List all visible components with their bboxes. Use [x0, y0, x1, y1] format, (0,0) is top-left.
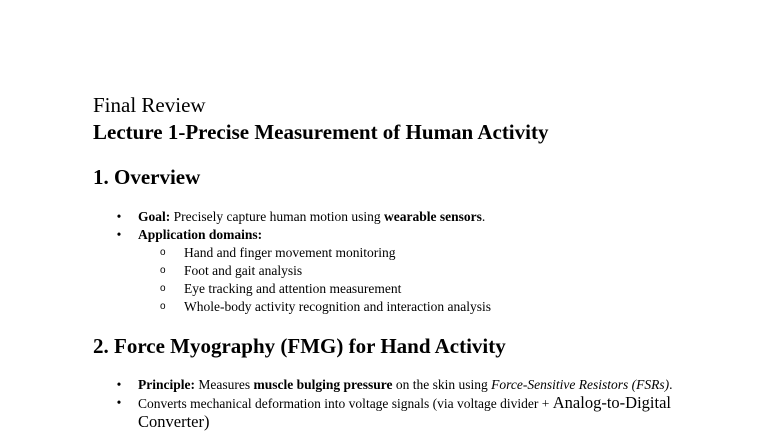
- list-item: [138, 262, 693, 280]
- bullet-icon: •: [116, 395, 122, 410]
- sub-bullet-icon: o: [160, 301, 166, 312]
- sub-bullet-icon: o: [160, 265, 166, 276]
- converts-text: Converts mechanical deformation into voltage signals (via voltage divider +: [138, 396, 553, 411]
- domain-text: Foot and gait analysis: [184, 263, 303, 278]
- domain-text: Hand and finger movement monitoring: [184, 245, 396, 260]
- list-item-domains: [113, 226, 693, 316]
- section-heading-fmg: 2. Force Myography (FMG) for Hand Activity: [93, 334, 506, 358]
- bullet-icon: •: [116, 209, 122, 224]
- list-item: [138, 280, 693, 298]
- principle-italic: Force-Sensitive Resistors (FSRs): [491, 377, 670, 392]
- principle-text: Measures: [195, 377, 254, 392]
- bullet-icon: •: [116, 227, 122, 242]
- converts-emphasis: Analog-to-Digital Converter): [138, 393, 671, 431]
- domains-label: Application domains:: [138, 227, 263, 242]
- section-heading-overview: 1. Overview: [93, 165, 201, 189]
- domain-text: Whole-body activity recognition and interaction analysis: [184, 299, 492, 314]
- list-item-converts: [113, 394, 693, 432]
- fmg-list: [113, 376, 693, 432]
- goal-label: Goal:: [138, 209, 171, 224]
- sub-bullet-icon: o: [160, 247, 166, 258]
- list-item-goal: [113, 208, 693, 226]
- bullet-icon: •: [116, 377, 122, 392]
- list-item: [138, 244, 693, 262]
- lecture-title: Lecture 1-Precise Measurement of Human Activity: [93, 120, 549, 144]
- sub-bullet-icon: o: [160, 283, 166, 294]
- overview-list: [113, 208, 693, 316]
- principle-label: Principle:: [138, 377, 195, 392]
- list-item-principle: [113, 376, 693, 394]
- domain-text: Eye tracking and attention measurement: [184, 281, 402, 296]
- goal-text: Precisely capture human motion using: [170, 209, 384, 224]
- goal-emphasis: wearable sensors: [383, 209, 482, 224]
- goal-end: .: [481, 209, 486, 224]
- document-title: Final Review: [93, 93, 206, 117]
- domains-sublist: [138, 244, 693, 316]
- list-item: [138, 298, 693, 316]
- principle-end: .: [669, 377, 673, 392]
- principle-text-2: on the skin using: [392, 377, 492, 392]
- principle-emphasis: muscle bulging pressure: [253, 377, 393, 392]
